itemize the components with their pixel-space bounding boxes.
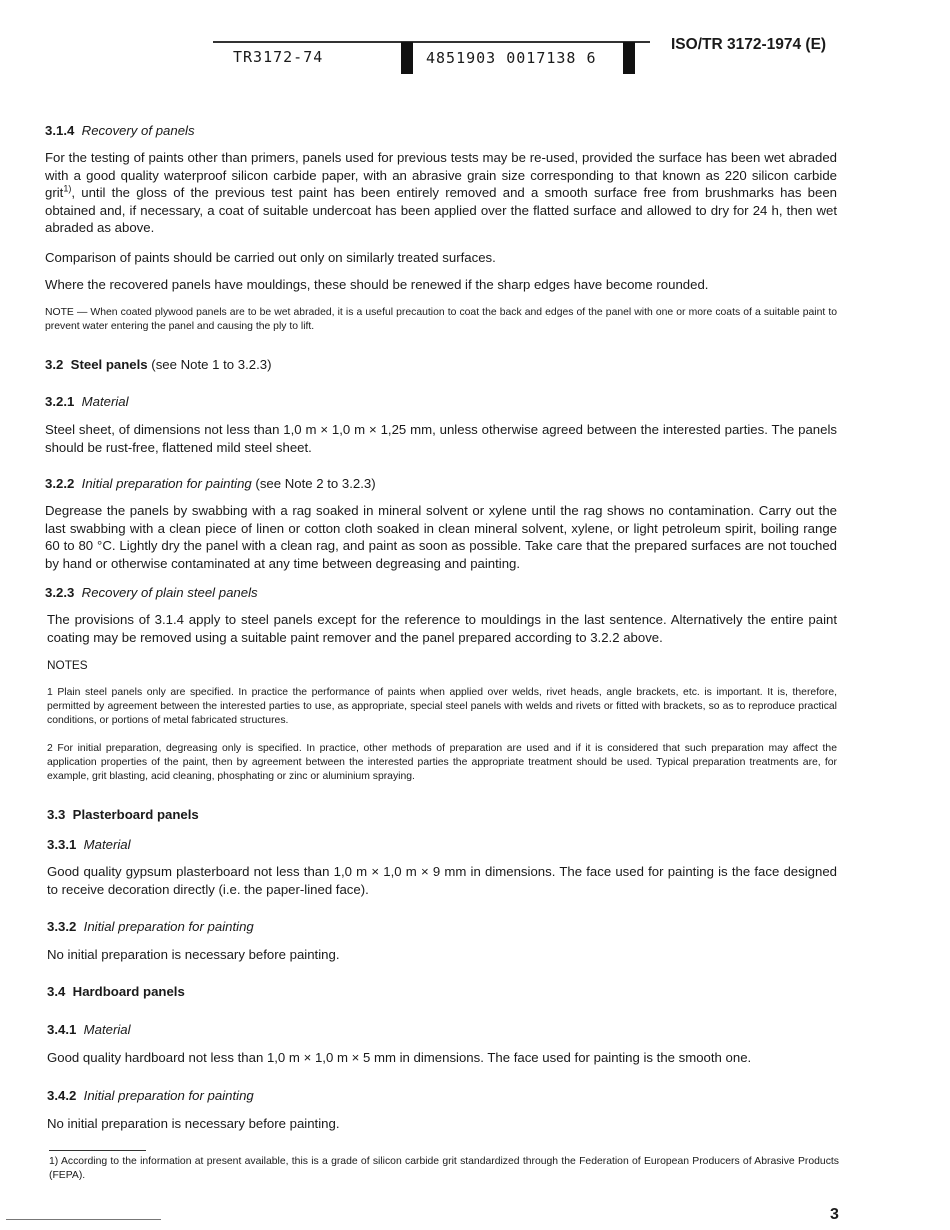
section-title: Material [83,1022,131,1037]
section-title: Recovery of panels [81,123,195,138]
barcode-left-bar [401,42,413,74]
section-title: Recovery of plain steel panels [81,585,258,600]
paragraph-3-4-1: Good quality hardboard not less than 1,0 m × 1,0 m × 5 mm in dimensions. The face used for painting is the smooth one. [47,1050,752,1065]
paragraph-3-1-4-c: Where the recovered panels have mouldings, these should be renewed if the sharp edges have become rounded. [45,277,709,292]
section-title: Material [83,837,131,852]
heading-3-4-2 [47,1087,254,1104]
note-2: 2 For initial preparation, degreasing only is specified. In practice, other methods of preparation are used and if it is considered that such preparation may affect the application properties of the paint, then by agreement between the interested parties the appropriate treatment should be used. Typical preparation treatments are, for example, grit blasting, acid cleaning, phosphating or zinc or aluminium spraying. [47,743,837,782]
section-number: 3.4.2 [47,1088,77,1103]
footnote-ref: 1) [63,183,72,194]
heading-3-2-2: 3.2.2 Initial preparation for painting (see Note 2 to 3.2.3) [45,476,376,491]
paragraph-3-3-2: No initial preparation is necessary before painting. [47,947,340,962]
barcode-right-bar [623,42,635,74]
paragraph-3-1-4-a: For the testing of paints other than primers, panels used for previous tests may be re-used, provided the surface has been wet abraded with a good quality waterproof silicon carbide paper, with an abrasive grain size corresponding to that known as 220 silicon carbide grit$^{1)}$, until the gloss of the previous test paint has been entirely removed and a smooth surface free from brushmarks has been obtained and, if necessary, a coat of suitable undercoat has been applied over the flatted surface and allowed to dry for 24 h, then wet abraded as above. [45,150,837,236]
note-1: 1 Plain steel panels only are specified. In practice the performance of paints when applied over welds, rivet heads, angle brackets, etc. is important. It is, therefore, permitted by agreement between the interested parties to use, as appropriate, special steel panels with welds and rivets or fitted with brackets, so as to reproduce practical conditions, or portions of metal fabricated structures. [47,687,837,726]
section-title: Initial preparation for painting [83,1088,254,1103]
footnote-rule [49,1150,146,1151]
section-number: 3.1.4 [45,123,75,138]
paragraph-3-2-2: Degrease the panels by swabbing with a rag soaked in mineral solvent or xylene until the rag shows no contamination. Carry out the last swabbing with a clean piece of linen or cotton cloth soaked in clean mineral solvent, xylene, or light petroleum spirit, boiling range 60 to 80 °C. Lightly dry the panel with a clean rag, and paint as soon as possible. Take care that the prepared surfaces are not touched by hand or otherwise contaminated at any time between degreasing and painting. [45,503,837,571]
heading-3-4 [47,983,185,1000]
heading-3-1-4 [45,122,195,139]
section-number: 3.3 [47,807,66,822]
heading-3-3 [47,806,199,823]
paragraph-3-3-1: Good quality gypsum plasterboard not less than 1,0 m × 1,0 m × 9 mm in dimensions. The face used for painting is the face designed to receive decoration directly (i.e. the paper-lined face). [47,864,837,897]
section-title: Hardboard panels [72,984,185,999]
section-title: Initial preparation for painting [81,476,252,491]
scan-mark-line [6,1219,161,1220]
section-title: Initial preparation for painting [83,919,254,934]
standard-reference: ISO/TR 3172-1974 (E) [671,36,827,53]
heading-3-2-1 [45,393,129,410]
paragraph-3-2-3: The provisions of 3.1.4 apply to steel panels except for the reference to mouldings in the last sentence. Alternatively the entire paint coating may be removed using a suitable paint remover and the panel prepared according to 3.2.2 above. [47,612,837,645]
section-number: 3.2.2 [45,476,75,491]
note-3-1-4: NOTE — When coated plywood panels are to be wet abraded, it is a useful precaution to coat the back and edges of the panel with one or more coats of a suitable paint to prevent water entering the panel and causing the ply to lift. [45,307,837,332]
doc-code: TR3172-74 [233,48,324,66]
section-number: 3.2 [45,357,64,372]
section-number: 3.4 [47,984,66,999]
section-number: 3.4.1 [47,1022,77,1037]
heading-3-3-2 [47,918,254,935]
section-title: Plasterboard panels [72,807,199,822]
paragraph-3-4-2: No initial preparation is necessary before painting. [47,1116,340,1131]
section-number: 3.2.1 [45,394,75,409]
notes-heading: NOTES [47,658,88,672]
paragraph-3-1-4-b: Comparison of paints should be carried out only on similarly treated surfaces. [45,250,496,265]
section-title: Material [81,394,129,409]
heading-3-2-3 [45,584,258,601]
barcode-text: 4851903 0017138 6 [426,49,597,67]
heading-3-4-1 [47,1021,131,1038]
section-number: 3.2.3 [45,585,75,600]
paragraph-3-2-1: Steel sheet, of dimensions not less than 1,0 m × 1,0 m × 1,25 mm, unless otherwise agreed between the interested parties. The panels should be rust-free, flattened mild steel sheet. [45,422,837,455]
heading-3-2: 3.2 Steel panels (see Note 1 to 3.2.3) [45,357,272,372]
page-number: 3 [830,1206,839,1223]
heading-3-3-1 [47,836,131,853]
footnote: 1) According to the information at present available, this is a grade of silicon carbide grit standardized through the Federation of European Producers of Abrasive Products (FEPA). [49,1156,839,1181]
section-title: Steel panels [70,357,148,372]
section-number: 3.3.2 [47,919,77,934]
section-number: 3.3.1 [47,837,77,852]
header-rule [213,41,650,43]
